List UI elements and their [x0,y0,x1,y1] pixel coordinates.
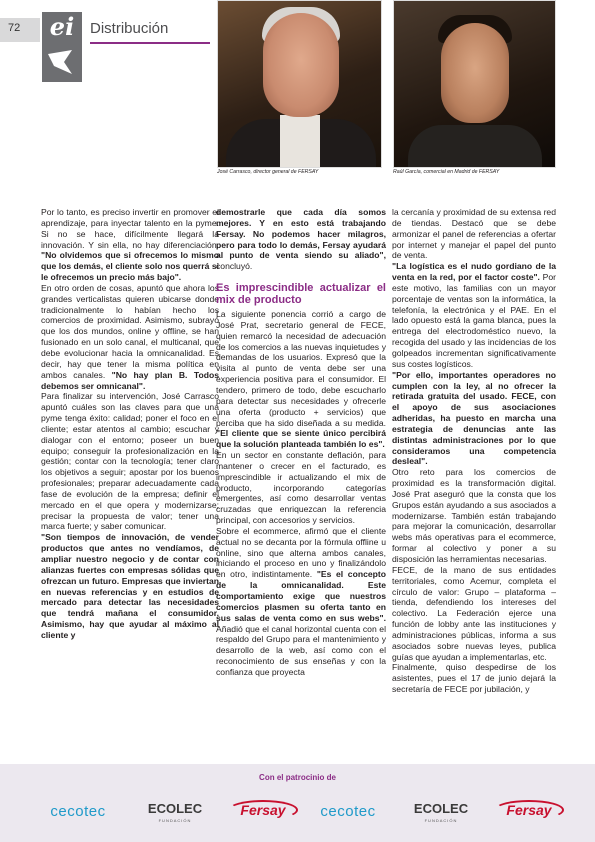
paragraph: Por este motivo, las familias con un mayor porcentaje de ventas son la informática, la telefonía, la electrónica y el PAE. En el lado opuesto está la gama blanca, pues la entrega del electrodoméstico nuevo, la recogida del usado y las incidencias de los golpeados incrementan significativamente sus costes logísticos. [392,272,557,369]
ecolec-logo [402,800,480,824]
paragraph: La siguiente ponencia corrió a cargo de José Prat, secretario general de FECE, quien remarcó la necesidad de adecuación de los comercios a las nuevas inquietudes y demandas de los usuarios. Expresó que la visita al punto de venta debe ser una experiencia positiva para el consumidor. El tendero, primero de todo, debe escucharlo para detectar sus necesidades y ofrecerle una oferta (producto + servicios) que perciba que ha sido diseñada a su medida. [216,309,386,428]
fersay-logo-text: Fersay [506,802,552,818]
ecolec-logo-sub: FUNDACIÓN [158,818,192,823]
magazine-logo-icon [42,44,82,82]
fersay-logo [228,800,298,824]
quote: demostrarle que cada día somos mejores. Y en esto está trabajando Fersay. No podemos hacer milagros, pero para todo lo demás, Fersay ayudará al punto de venta siendo su aliado", [216,207,386,261]
paragraph: Sobre el ecommerce, afirmó que el cliente actual no se decanta por la fórmula offline u online, sino que alterna ambos canales, iniciando el proceso en uno y finalizándolo en otro, indistintamente. [216,525,386,580]
ecolec-logo-text: ECOLEC [147,801,203,816]
ecolec-logo-sub: FUNDACIÓN [424,818,458,823]
paragraph: Añadió que el canal horizontal cuenta con el respaldo del Grupo para el mantenimiento y desarrollo de la web, así como con el reconocimiento de sus enseñas y con la confianza que proyecta [216,623,386,677]
paragraph: Para finalizar su intervención, José Carrasco apuntó cuáles son las claves para que una pyme tenga éxito: calidad; poner el foco en el cliente; estar atentos al cambio; escuchar y dialogar con el entorno; poseer un buen equipo; conseguir la profesionalización en la gestión; contar con la tecnología; tener claro los objetivos a seguir; apostar por los buenos profesionales; preparar adecuadamente cada fase de evolución de la empresa; definir el mercado en el que opera y modernizarse; precisar la propuesta de valor; tener una marca fuerte; y saber comunicar. [41,391,219,532]
paragraph: Finalmente, quiso despedirse de los asistentes, pues el 17 de junio dejará la secretaría de FECE por jubilación, y [392,662,556,695]
cecotec-logo: cecotec [50,803,106,820]
paragraph: En un sector en constante deflación, para mantener o crecer en el facturado, es imprescindible ir actualizando el mix de producto, incorporando categorías emergentes, así como desarrollar ventas cruzadas que enriquezcan la referencia principal, con accesorios y servicios. [216,450,386,526]
paragraph: la cercanía y proximidad de su extensa red de tiendas. Destacó que se debe armonizar el panel de referencias a ofertar por internet y manejar el papel del punto de venta. [392,207,556,261]
magazine-logo: ei [42,12,82,44]
ecolec-logo [136,800,214,824]
quote: "La logística es el nudo gordiano de la venta en la red, por el factor coste". [392,261,556,283]
paragraph: En otro orden de cosas, apuntó que ahora los grandes verticalistas quieren ubicarse donde tradicionalmente lo habían hecho los comercios de proximidad. Asimismo, subrayó que los dos mundos, online y offline, se han fusionado en un solo canal, el multicanal, que debe evolucionar hacia la omnicanalidad. Es decir, hay que tener la misma política en ambos canales. [41,282,219,380]
quote: "No olvidemos que si ofrecemos lo mismo que los demás, el cliente solo nos querrá si le ofrecemos un precio más bajo". [41,250,219,283]
photo-caption-2: Raúl García, comercial en Madrid de FERSAY [393,169,500,175]
article-column-3 [392,207,556,695]
quote: "Es el concepto de la omnicanalidad. Este comportamiento exige que nuestros comercios plasmen su oferta tanto en sus salas de venta como en sus webs". [216,569,386,623]
quote: "El cliente que se siente único percibirá que la solución planteada también lo es". [216,428,386,450]
section-rule [90,42,210,44]
subheading: Es imprescindible actualizar el mix de producto [216,282,386,307]
ecolec-logo-text: ECOLEC [413,801,469,816]
article-column-1 [41,207,219,641]
quote: "Por ello, importantes operadores no cumplen con la ley, al no ofrecer la retirada gratuita del usado. FECE, con el apoyo de sus asociaciones adheridas, ha puesto en marcha una estrategia de denuncias ante las distintas administraciones por lo que consideramos una competencia desleal". [392,369,556,467]
portrait-photo-2 [393,0,556,168]
paragraph: Por lo tanto, es preciso invertir en promover el aprendizaje, para inyectar talento en la pyme. Si no se hace, difícilmente llegará la innovación. Y sin ella, no hay diferenciación. [41,207,219,250]
paragraph: Otro reto para los comercios de proximidad es la transformación digital. José Prat aseguró que la consta que los Grupos están ayudando a sus asociados a modernizarse. También están trabajando para mejorar la comunicación, desarrollar webs más operativas para el ecommerce, formar al colectivo y poner a su disposición las herramientas necesarias. [392,467,556,564]
page-number: 72 [8,22,21,34]
sponsor-title: Con el patrocinio de [259,773,336,782]
cecotec-logo: cecotec [320,803,376,820]
quote: "Son tiempos de innovación, de vender productos que antes no vendíamos, de ampliar nuestro negocio y de contar con alianzas fuertes con empresas sólidas que ofrezcan un futuro. Empresas que inviertan en nuevas referencias y en estudios de mercado para detectar las necesidades que tendrá mañana el consumidor. Asimismo, hay que ayudar al máximo al cliente y [41,532,219,640]
fersay-logo [494,800,564,824]
fersay-logo-text: Fersay [240,802,286,818]
portrait-photo-1 [217,0,382,168]
quote: "No hay plan B. Todos debemos ser omnicanal". [41,369,219,391]
photo-caption-1: José Carrasco, director general de FERSAY [217,169,319,175]
paragraph: concluyó. [216,261,253,272]
section-title: Distribución [90,20,169,37]
paragraph: FECE, de la mano de sus entidades territoriales, como Acemur, completa el círculo de valor: Grupo – plataforma – tienda, defendiendo los intereses del colectivo. La Federación ejerce una función de lobby ante las instituciones y administraciones públicas, informa a sus asociados sobre nuevas leyes, publica guías que ayudan a implementarlas, etc. [392,564,556,662]
article-column-2 [216,207,386,678]
